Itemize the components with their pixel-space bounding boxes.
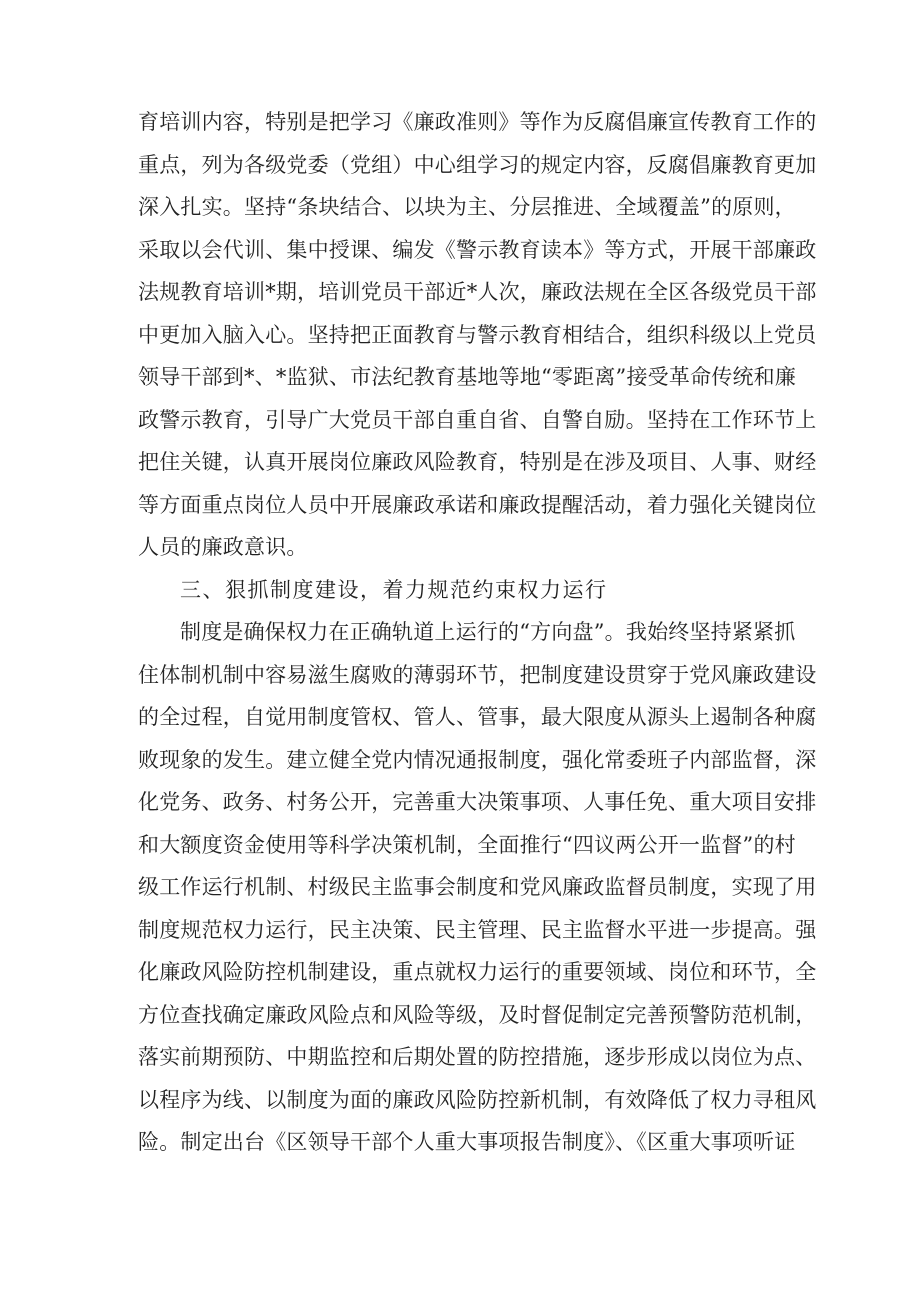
paragraph-line: 育培训内容，特别是把学习《廉政准则》等作为反腐倡廉宣传教育工作的 [138, 110, 817, 134]
paragraph-line: 人员的廉政意识。 [138, 535, 308, 559]
paragraph-line: 险。制定出台《区领导干部个人重大事项报告制度》、《区重大事项听证 [138, 1130, 796, 1154]
paragraph-line: 法规教育培训*期，培训党员干部近*人次，廉政法规在全区各级党员干部 [138, 280, 817, 304]
paragraph-line: 和大额度资金使用等科学决策机制，全面推行“四议两公开一监督”的村 [138, 832, 796, 857]
paragraph-line: 败现象的发生。建立健全党内情况通报制度，强化常委班子内部监督，深 [138, 747, 817, 772]
paragraph-line: 等方面重点岗位人员中开展廉政承诺和廉政提醒活动，着力强化关键岗位 [138, 492, 817, 517]
paragraph-line: 深入扎实。坚持“条块结合、以块为主、分层推进、全域覆盖”的原则， [138, 195, 796, 219]
paragraph-2 [138, 611, 817, 1164]
paragraph-line: 制度规范权力运行，民主决策、民主管理、民主监督水平进一步提高。强 [138, 917, 817, 942]
paragraph-line: 中更加入脑入心。坚持把正面教育与警示教育相结合，组织科级以上党员 [138, 322, 817, 347]
section-heading: 三、狠抓制度建设，着力规范约束权力运行 [180, 577, 608, 602]
paragraph-1 [138, 101, 817, 569]
paragraph-line: 的全过程，自觉用制度管权、管人、管事，最大限度从源头上遏制各种腐 [138, 705, 817, 729]
paragraph-line: 领导干部到*、*监狱、市法纪教育基地等地“零距离”接受革命传统和廉 [138, 365, 797, 389]
paragraph-line: 化廉政风险防控机制建设，重点就权力运行的重要领域、岗位和环节，全 [138, 960, 817, 984]
paragraph-line: 化党务、政务、村务公开，完善重大决策事项、人事任免、重大项目安排 [138, 790, 817, 814]
paragraph-line: 方位查找确定廉政风险点和风险等级，及时督促制定完善预警防范机制， [138, 1002, 817, 1027]
paragraph-line: 级工作运行机制、村级民主监事会制度和党风廉政监督员制度，实现了用 [138, 875, 817, 899]
paragraph-line: 落实前期预防、中期监控和后期处置的防控措施，逐步形成以岗位为点、 [138, 1045, 817, 1069]
paragraph-line: 住体制机制中容易滋生腐败的薄弱环节，把制度建设贯穿于党风廉政建设 [138, 662, 817, 687]
document-body [138, 101, 817, 1164]
paragraph-line: 制度是确保权力在正确轨道上运行的“方向盘”。我始终坚持紧紧抓 [180, 620, 796, 644]
paragraph-line: 重点，列为各级党委（党组）中心组学习的规定内容，反腐倡廉教育更加 [138, 152, 817, 177]
paragraph-line: 采取以会代训、集中授课、编发《警示教育读本》等方式，开展干部廉政 [138, 237, 817, 262]
paragraph-line: 政警示教育，引导广大党员干部自重自省、自警自励。坚持在工作环节上 [138, 407, 817, 432]
paragraph-line: 以程序为线、以制度为面的廉政风险防控新机制，有效降低了权力寻租风 [138, 1087, 817, 1112]
paragraph-line: 把住关键，认真开展岗位廉政风险教育，特别是在涉及项目、人事、财经 [138, 450, 817, 474]
